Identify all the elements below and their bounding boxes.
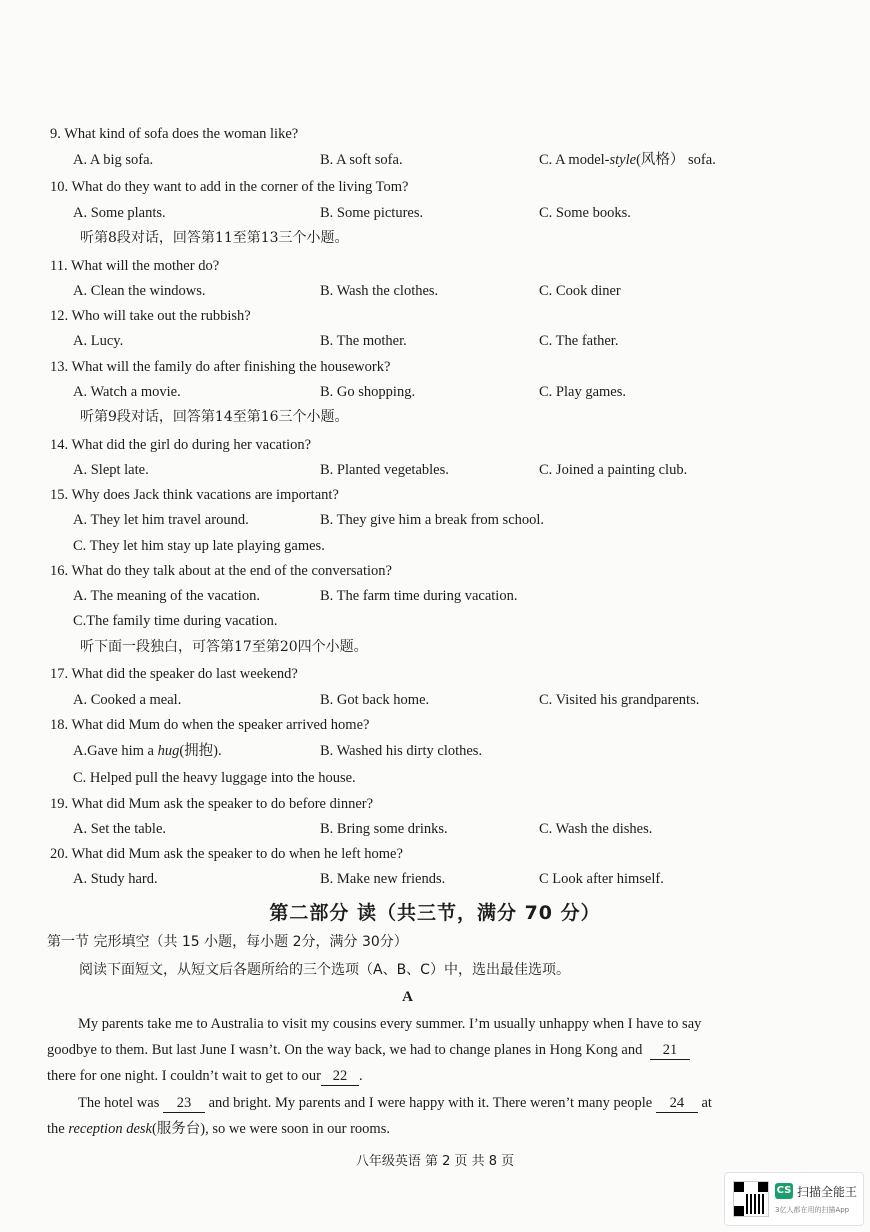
option-c[interactable]: C. Play games.	[539, 384, 626, 400]
passage-label: A	[402, 989, 413, 1005]
option-c[interactable]: C. Joined a painting club.	[539, 462, 688, 478]
option-a[interactable]: A. Set the table.	[73, 821, 167, 837]
option-c[interactable]: C. Visited his grandparents.	[539, 692, 700, 708]
option-b[interactable]: B. Got back home.	[320, 692, 430, 708]
passage-line-1: My parents take me to Australia to visit my cousins every summer. I’m usually unhappy when I have to say	[78, 1016, 702, 1032]
option-b[interactable]: B. Go shopping.	[320, 384, 416, 400]
option-b[interactable]: B. A soft sofa.	[320, 152, 403, 168]
option-b[interactable]: B. They give him a break from school.	[320, 512, 545, 528]
blank-23[interactable]: 23	[163, 1094, 205, 1113]
blank-24[interactable]: 24	[656, 1094, 698, 1113]
option-b[interactable]: B. The mother.	[320, 333, 407, 349]
option-b[interactable]: B. Wash the clothes.	[320, 283, 439, 299]
option-a[interactable]: A. Cooked a meal.	[73, 692, 182, 708]
section-instruction: 听第9段对话，回答第14至第16三个小题。	[80, 409, 349, 425]
option-a[interactable]: A. A big sofa.	[73, 152, 154, 168]
question-text: 19. What did Mum ask the speaker to do before dinner?	[50, 796, 374, 812]
option-a[interactable]: A. They let him travel around.	[73, 512, 249, 528]
option-a[interactable]: C.The family time during vacation.	[73, 613, 278, 629]
page-footer: 八年级英语 第 2 页 共 8 页	[355, 1154, 515, 1169]
watermark-subtitle: 3亿人都在用的扫描App	[775, 1206, 850, 1214]
option-c[interactable]: C Look after himself.	[539, 871, 664, 887]
option-a[interactable]: A. Study hard.	[73, 871, 158, 887]
blank-22[interactable]: 22	[321, 1067, 359, 1086]
option-a[interactable]: C. Helped pull the heavy luggage into the house.	[73, 770, 356, 786]
question-text: 12. Who will take out the rubbish?	[50, 308, 251, 324]
question-text: 9. What kind of sofa does the woman like?	[50, 126, 299, 142]
option-a[interactable]: C. They let him stay up late playing games.	[73, 538, 325, 554]
section-instruction: 听下面一段独白，可答第17至第20四个小题。	[80, 639, 368, 655]
question-text: 11. What will the mother do?	[50, 258, 220, 274]
qr-code-icon	[733, 1181, 769, 1217]
question-text: 15. Why does Jack think vacations are important?	[50, 487, 339, 503]
part-two-title: 第二部分 读（共三节，满分 70 分）	[269, 902, 601, 924]
option-a[interactable]: A. The meaning of the vacation.	[73, 588, 260, 604]
section-instruction: 听第8段对话，回答第11至第13三个小题。	[80, 230, 349, 246]
option-a[interactable]: A. Lucy.	[73, 333, 124, 349]
section-one-title: 第一节 完形填空（共 15 小题，每小题 2分，满分 30分）	[47, 934, 408, 950]
option-b[interactable]: B. Washed his dirty clothes.	[320, 743, 483, 759]
passage-line-4: The hotel was 23 and bright. My parents and I were happy with it. There weren’t many people 24 at	[78, 1095, 712, 1111]
option-a[interactable]: A.Gave him a hug(拥抱).	[73, 743, 222, 759]
scanner-watermark	[724, 1172, 864, 1226]
question-text: 10. What do they want to add in the corner of the living Tom?	[50, 179, 409, 195]
option-a[interactable]: A. Watch a movie.	[73, 384, 181, 400]
option-b[interactable]: B. The farm time during vacation.	[320, 588, 518, 604]
option-b[interactable]: B. Some pictures.	[320, 205, 424, 221]
passage-line-5: the reception desk(服务台), so we were soon in our rooms.	[47, 1121, 390, 1137]
question-text: 14. What did the girl do during her vacation?	[50, 437, 312, 453]
watermark-title: 扫描全能王	[797, 1185, 858, 1199]
camscanner-logo-icon: CS	[775, 1183, 793, 1199]
option-a[interactable]: A. Clean the windows.	[73, 283, 206, 299]
option-c[interactable]: C. A model-style(风格） sofa.	[539, 152, 716, 168]
question-text: 13. What will the family do after finishing the housework?	[50, 359, 391, 375]
option-b[interactable]: B. Make new friends.	[320, 871, 446, 887]
blank-21[interactable]: 21	[650, 1041, 690, 1060]
cloze-instruction: 阅读下面短文，从短文后各题所给的三个选项（A、B、C）中，选出最佳选项。	[79, 962, 570, 978]
option-b[interactable]: B. Planted vegetables.	[320, 462, 449, 478]
question-text: 16. What do they talk about at the end of the conversation?	[50, 563, 392, 579]
option-b[interactable]: B. Bring some drinks.	[320, 821, 448, 837]
question-text: 17. What did the speaker do last weekend?	[50, 666, 298, 682]
option-c[interactable]: C. Cook diner	[539, 283, 621, 299]
option-a[interactable]: A. Some plants.	[73, 205, 166, 221]
option-c[interactable]: C. Some books.	[539, 205, 631, 221]
option-c[interactable]: C. Wash the dishes.	[539, 821, 653, 837]
question-text: 18. What did Mum do when the speaker arrived home?	[50, 717, 370, 733]
passage-line-3: there for one night. I couldn’t wait to get to our 22 .	[47, 1068, 363, 1084]
question-text: 20. What did Mum ask the speaker to do when he left home?	[50, 846, 403, 862]
option-a[interactable]: A. Slept late.	[73, 462, 149, 478]
passage-line-2: goodbye to them. But last June I wasn’t. On the way back, we had to change planes in Hong Kong and 21	[47, 1041, 773, 1060]
option-c[interactable]: C. The father.	[539, 333, 619, 349]
